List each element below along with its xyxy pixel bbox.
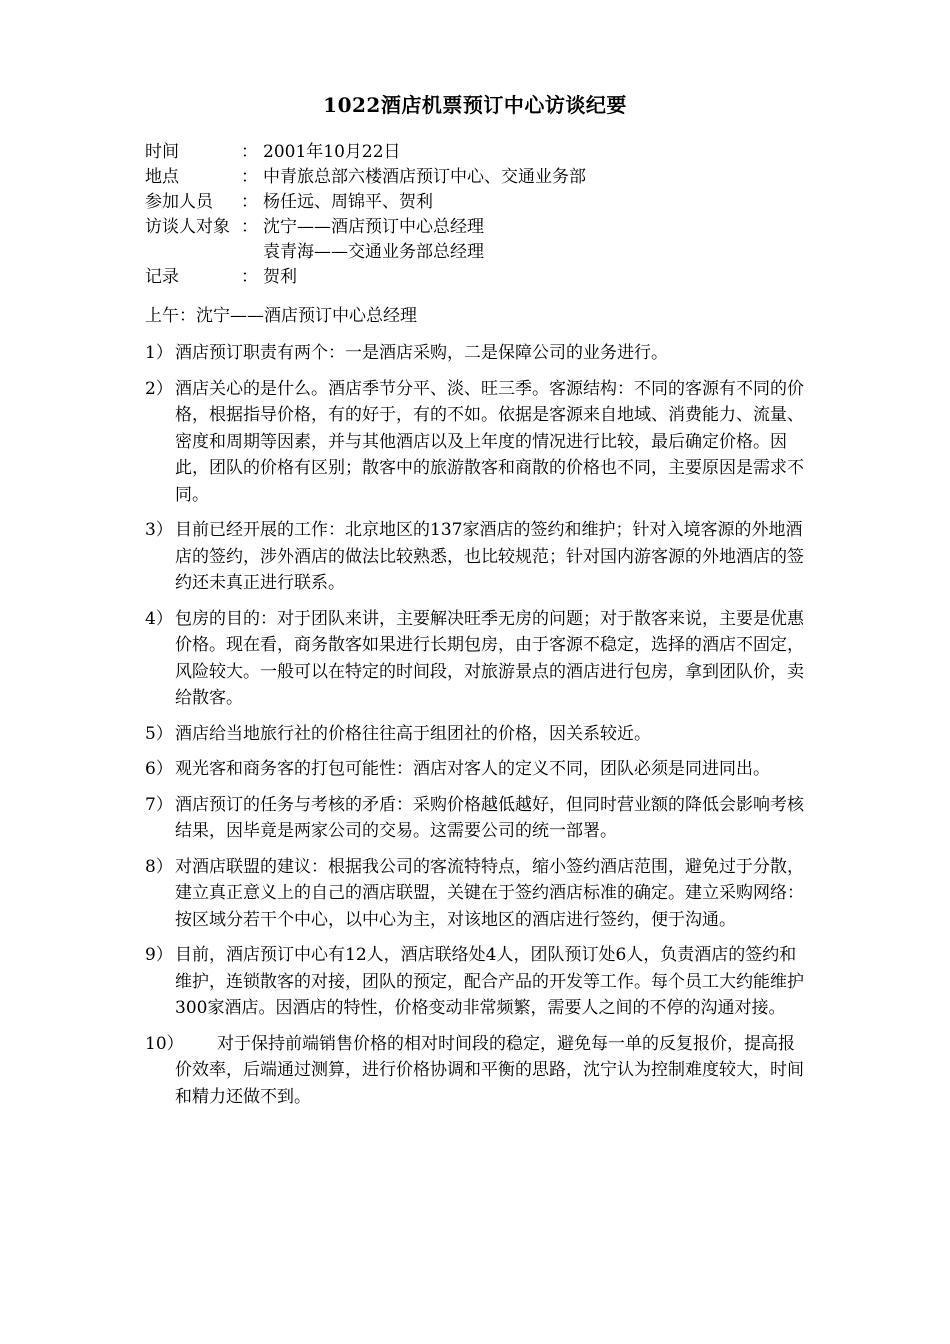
- meta-row-time: [145, 140, 825, 165]
- meta-value-recorder: 贺利: [263, 267, 297, 287]
- section-heading: 上午：沈宁——酒店预订中心总经理: [145, 306, 417, 326]
- meta-value-interviewee-1: 沈宁——酒店预订中心总经理: [263, 217, 484, 237]
- item-number: 5）: [145, 723, 173, 744]
- list-item: [145, 942, 810, 1022]
- list-item: [145, 1031, 810, 1111]
- meta-label-time: 时间: [145, 142, 179, 162]
- meta-row-interviewees: [145, 215, 825, 240]
- item-number: 8）: [145, 856, 173, 877]
- meta-label-place: 地点: [145, 167, 179, 187]
- item-number: 10）: [145, 1033, 184, 1054]
- item-text: 对于保持前端销售价格的相对时间段的稳定，避免每一单的反复报价，提高报价效率，后端通过测算，进行价格协调和平衡的思路，沈宁认为控制难度较大，时间和精力还做不到。: [175, 1033, 804, 1107]
- item-text: 目前，酒店预订中心有12人，酒店联络处4人，团队预订处6人，负责酒店的签约和维护，连锁散客的对接，团队的预定，配合产品的开发等工作。每个员工大约能维护300家酒店。因酒店的特性，价格变动非常频繁，需要人之间的不停的沟通对接。: [175, 945, 804, 1018]
- item-number: 3）: [145, 520, 173, 540]
- item-text: 酒店关心的是什么。酒店季节分平、淡、旺三季。客源结构：不同的客源有不同的价格，根据指导价格，有的好于，有的不如。依据是客源来自地域、消费能力、流量、密度和周期等因素，并与其他酒店以及上年度的情况进行比较，最后确定价格。因此，团队的价格有区别；散客中的旅游散客和商散的价格也不同，主要原因是需求不同。: [175, 378, 804, 505]
- meta-row-recorder: [145, 265, 825, 290]
- item-text: 观光客和商务客的打包可能性：酒店对客人的定义不同，团队必须是同进同出。: [175, 759, 770, 779]
- meta-label-interviewees: 访谈人对象: [145, 217, 230, 237]
- item-number: 1）: [145, 343, 173, 363]
- item-text: 包房的目的：对于团队来讲，主要解决旺季无房的问题；对于散客来说，主要是优惠价格。现在看，商务散客如果进行长期包房，由于客源不稳定，选择的酒店不固定，风险较大。一般可以在特定的时间段，对旅游景点的酒店进行包房，拿到团队价，卖给散客。: [175, 608, 804, 708]
- meeting-info: [145, 140, 825, 290]
- item-text: 目前已经开展的工作：北京地区的137家酒店的签约和维护；针对入境客源的外地酒店的签约，涉外酒店的做法比较熟悉，也比较规范；针对国内游客源的外地酒店的签约还未真正进行联系。: [175, 520, 804, 593]
- meta-colon: ：: [241, 142, 258, 162]
- meta-colon: ：: [241, 217, 258, 237]
- meta-colon: ：: [241, 267, 258, 287]
- list-item: [145, 376, 810, 509]
- document-title: 1022酒店机票预订中心访谈纪要: [323, 93, 627, 117]
- meta-value-place: 中青旅总部六楼酒店预订中心、交通业务部: [263, 167, 586, 187]
- item-text: 酒店预订职责有两个：一是酒店采购，二是保障公司的业务进行。: [175, 343, 668, 363]
- list-item: [145, 517, 810, 597]
- item-number: 4）: [145, 608, 173, 629]
- list-item: [145, 792, 810, 845]
- list-item: [145, 756, 810, 783]
- item-text: 酒店预订的任务与考核的矛盾：采购价格越低越好，但同时营业额的降低会影响考核结果，因毕竟是两家公司的交易。这需要公司的统一部署。: [175, 794, 804, 841]
- item-text: 对酒店联盟的建议：根据我公司的客流特特点，缩小签约酒店范围，避免过于分散，建立真正意义上的自己的酒店联盟，关键在于签约酒店标准的确定。建立采购网络：按区域分若干个中心，以中心为主，对该地区的酒店进行签约，便于沟通。: [175, 856, 804, 930]
- meta-value-participants: 杨任远、周锦平、贺利: [263, 192, 433, 212]
- meta-label-recorder: 记录: [145, 267, 179, 287]
- list-item: [145, 606, 810, 712]
- item-number: 2）: [145, 378, 173, 399]
- meta-row-interviewees-cont: [145, 240, 825, 265]
- item-number: 7）: [145, 794, 173, 815]
- meta-colon: ：: [241, 167, 258, 187]
- meta-row-participants: [145, 190, 825, 215]
- item-text: 酒店给当地旅行社的价格往往高于组团社的价格，因关系较近。: [175, 723, 651, 744]
- list-item: [145, 854, 810, 934]
- meta-colon: ：: [241, 192, 258, 212]
- list-item: [145, 721, 810, 748]
- notes-list: [145, 340, 810, 1119]
- meta-label-participants: 参加人员: [145, 192, 213, 212]
- meta-value-interviewee-2: 袁青海——交通业务部总经理: [263, 242, 484, 262]
- meta-value-time: 2001年10月22日: [263, 142, 401, 162]
- item-number: 6）: [145, 759, 173, 779]
- list-item: [145, 340, 810, 367]
- item-number: 9）: [145, 945, 173, 965]
- meta-row-place: [145, 165, 825, 190]
